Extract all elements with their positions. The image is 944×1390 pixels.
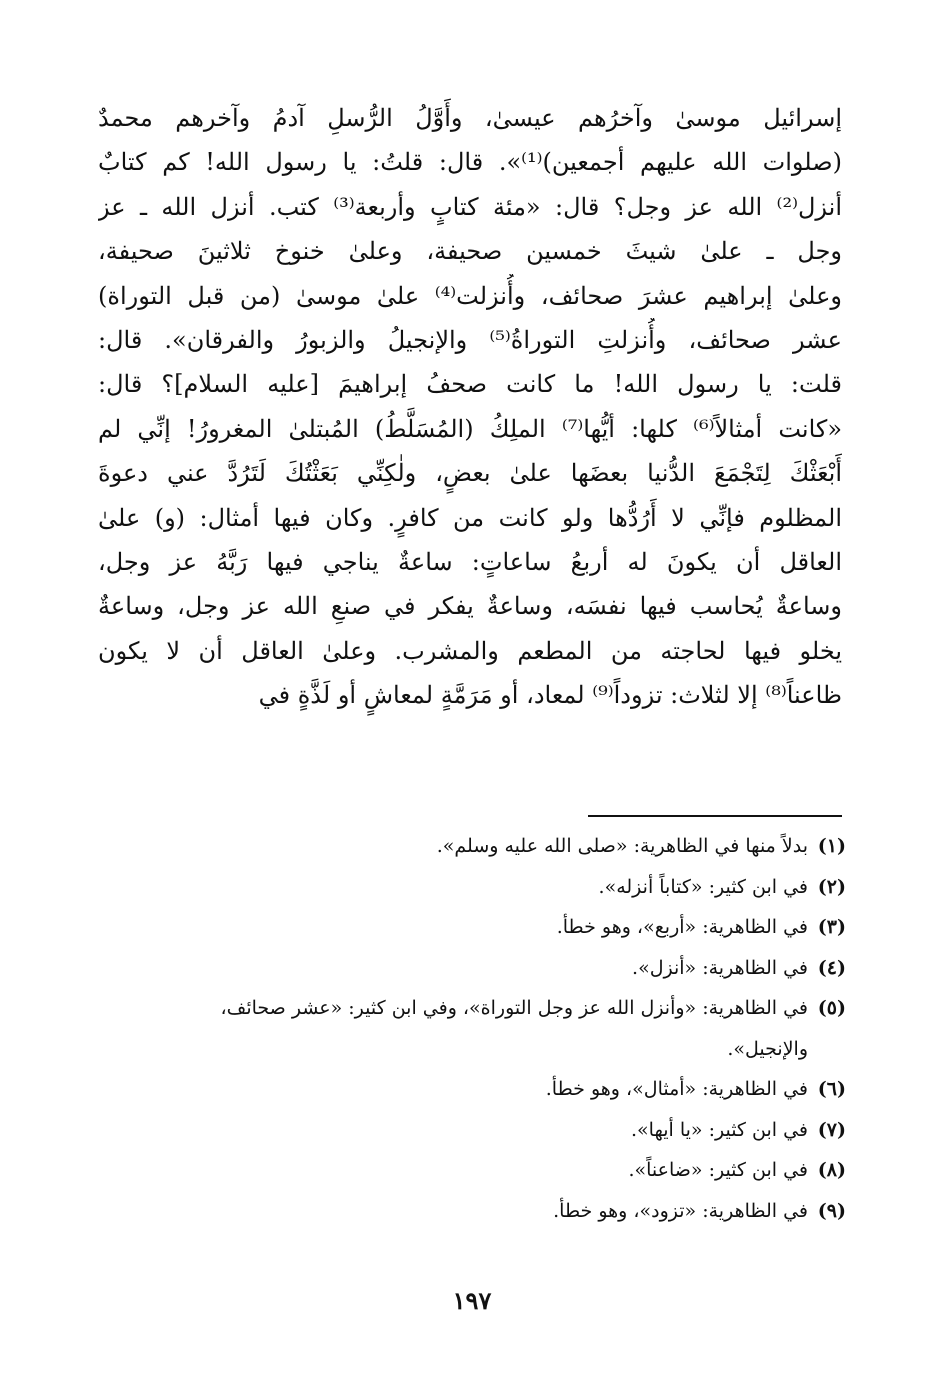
footnote-7 xyxy=(98,1110,846,1151)
footnote-text: في ابن كثير: «كتاباً أنزله». xyxy=(598,875,808,898)
footnote-number: (٧) xyxy=(817,1118,846,1141)
footnote-text: في الظاهرية: «أمثال»، وهو خطأ. xyxy=(545,1078,808,1100)
footnote-separator xyxy=(588,815,842,817)
footnote-2 xyxy=(98,867,846,908)
footnote-5 xyxy=(98,988,846,1069)
footnote-number: (٥) xyxy=(817,997,846,1019)
text-line: وساعةٌ يُحاسب فيها نفسَه، وساعةٌ يفكر في صنعِ الله عز وجل، وساعةٌ xyxy=(98,592,842,621)
footnote-9 xyxy=(98,1191,846,1232)
text-line: أَبْعَثْكَ لِتَجْمَعَ الدُّنيا بعضَها علىٰ بعضٍ، ولٰكِنِّي بَعَثْتُكَ لَتَرُدَّ عني دعوةَ xyxy=(98,459,842,488)
main-text xyxy=(98,96,842,717)
footnote-number: (٨) xyxy=(817,1159,846,1181)
footnote-1 xyxy=(98,826,846,867)
text-line: يخلو فيها لحاجته من المطعم والمشرب. وعلىٰ العاقل أن لا يكون xyxy=(98,636,842,665)
footnote-text: في ابن كثير: «يا أيها». xyxy=(631,1118,808,1141)
text-line: عشر صحائف، وأُنزلتِ التوراةُ⁽⁵⁾ والإنجيلُ والزبورُ والفرقان». قال: xyxy=(98,325,842,354)
footnote-8 xyxy=(98,1150,846,1191)
footnote-4 xyxy=(98,948,846,989)
footnote-number: (٩) xyxy=(817,1199,846,1222)
footnote-text: في الظاهرية: «أنزل». xyxy=(632,956,808,979)
footnote-text: في الظاهرية: «تزود»، وهو خطأ. xyxy=(553,1199,808,1222)
page-number: ١٩٧ xyxy=(452,1286,492,1315)
footnote-number: (٢) xyxy=(817,875,846,898)
footnotes xyxy=(98,826,846,1231)
footnote-number: (١) xyxy=(817,835,846,857)
text-line: إسرائيل موسىٰ وآخرُهم عيسىٰ، وأَوَّلُ الرُّسلِ آدمُ وآخرهم محمدٌ xyxy=(98,104,842,132)
text-line: قلت: يا رسول الله! ما كانت صحفُ إبراهيمَ [عليه السلام]؟ قال: xyxy=(98,370,842,399)
footnote-number: (٦) xyxy=(817,1078,846,1100)
footnote-text: بدلاً منها في الظاهرية: «صلى الله عليه وسلم». xyxy=(436,835,808,857)
footnote-text: في الظاهرية: «أربع»، وهو خطأ. xyxy=(556,916,808,938)
text-line: «كانت أمثالاً⁽⁶⁾ كلها: أيُّها⁽⁷⁾ الملِكُ (المُسَلَّطُ) المُبتلىٰ المغرورُ! إنِّي لم xyxy=(98,414,842,443)
footnote-6 xyxy=(98,1069,846,1110)
text-line: المظلوم فإنِّي لا أَرُدُّها ولو كانت من كافرٍ. وكان فيها أمثال: (و) علىٰ xyxy=(98,503,842,532)
footnote-text: في ابن كثير: «ضاعناً». xyxy=(628,1159,808,1181)
text-line: العاقل أن يكونَ له أربعُ ساعاتٍ: ساعةٌ يناجي فيها رَبَّهُ عز وجل، xyxy=(98,547,842,576)
footnote-3 xyxy=(98,907,846,948)
text-line: أنزل⁽²⁾ الله عز وجل؟ قال: «مئة كتابٍ وأربعة⁽³⁾ كتب. أنزل الله ـ عز xyxy=(98,192,842,221)
text-line: ظاعناً⁽⁸⁾ إلا لثلاث: تزوداً⁽⁹⁾ لمعاد، أو مَرَمَّةٍ لمعاشٍ أو لَذَّةٍ في xyxy=(258,681,842,710)
footnote-text: في الظاهرية: «وأنزل الله عز وجل التوراة»، وفي ابن كثير: «عشر صحائف، والإنجيل». xyxy=(220,997,808,1060)
text-line: وعلىٰ إبراهيم عشرَ صحائف، وأُنزلت⁽⁴⁾ علىٰ موسىٰ (من قبل التوراة) xyxy=(98,281,842,310)
footnote-number: (٣) xyxy=(817,916,846,938)
text-line: وجل ـ علىٰ شيثَ خمسين صحيفة، وعلىٰ خنوخ ثلاثينَ صحيفة، xyxy=(98,237,842,266)
footnote-number: (٤) xyxy=(817,956,846,979)
text-line: (صلوات الله عليهم أجمعين)⁽¹⁾». قال: قلتُ: يا رسول الله! كم كتابٌ xyxy=(98,148,842,177)
